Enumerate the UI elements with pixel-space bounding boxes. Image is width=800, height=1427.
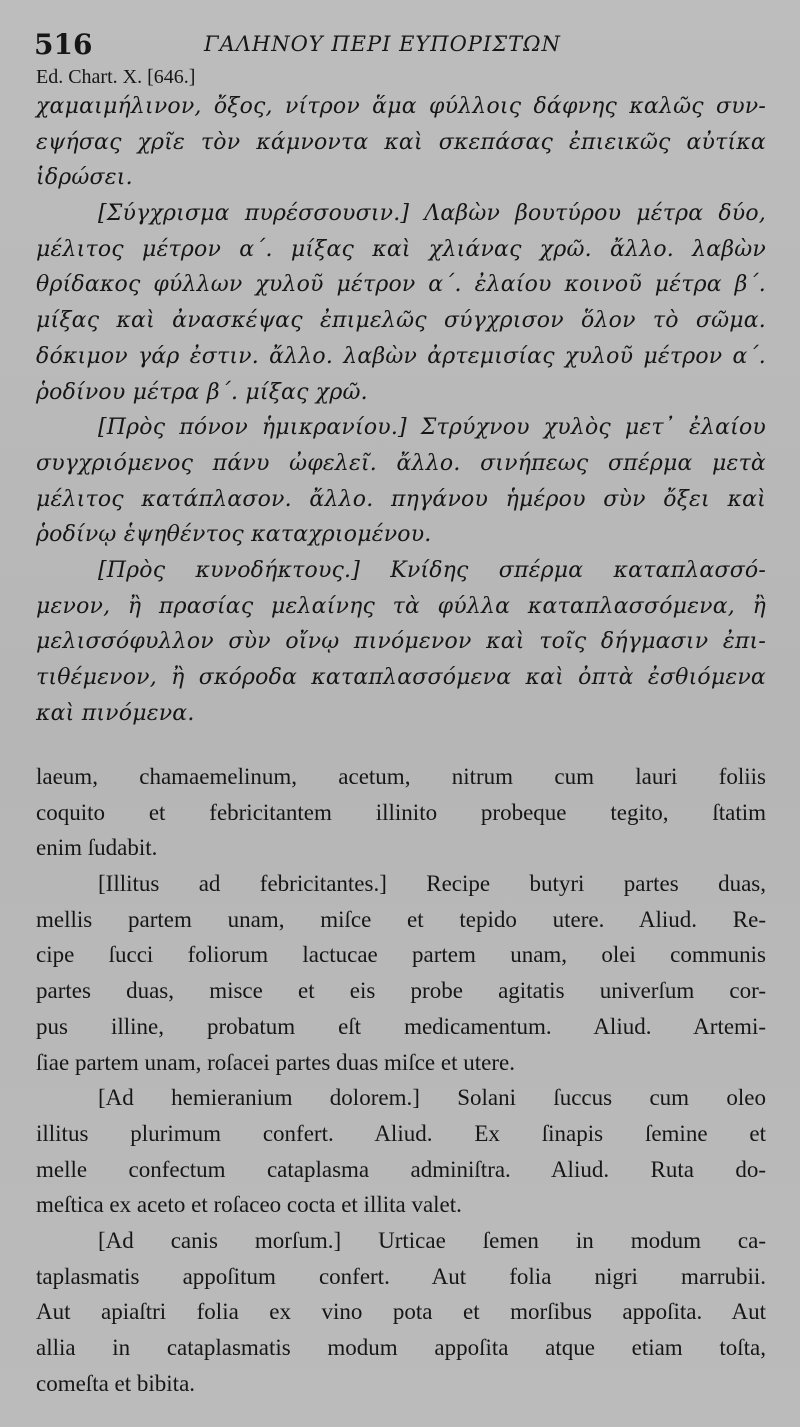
latin-line: ſiae partem unam, roſacei partes duas miſce et utere. (36, 1049, 515, 1075)
latin-line: [Ad canis morſum.] Urticae ſemen in modum ca- (98, 1227, 766, 1253)
greek-line: [Πρὸς πόνον ἡμικρανίου.] Στρύχνου χυλὸς μετ᾽ ἐλαίου (98, 415, 766, 441)
latin-line: laeum, chamaemelinum, acetum, nitrum cum lauri foliis (36, 764, 766, 789)
greek-line: ἱδρώσει. (36, 165, 133, 191)
greek-line: μέλιτος μέτρον α΄. μίξας καὶ χλιάνας χρῶ. ἄλλο. λαβὼν (36, 236, 766, 262)
greek-line: μέλιτος κατάπλασον. ἄλλο. πηγάνου ἡμέρου σὺν ὄξει καὶ (36, 486, 766, 512)
latin-line: allia in cataplasmatis modum appoſita atque etiam toſta, (36, 1335, 766, 1360)
greek-line: [Πρὸς κυνοδήκτους.] Κνίδης σπέρμα καταπλασσό- (98, 557, 766, 583)
greek-line: εψήσας χρῖε τὸν κάμνοντα καὶ σκεπάσας ἐπιεικῶς αὐτίκα (36, 129, 766, 155)
latin-line: melle confectum cataplasma adminiſtra. Aliud. Ruta do- (36, 1156, 766, 1182)
greek-line: ῥοδίνῳ ἑψηθέντος καταχριομένου. (36, 522, 432, 548)
greek-line: συγχριόμενος πάνυ ὠφελεῖ. ἄλλο. σινήπεως σπέρμα μετὰ (36, 450, 766, 476)
greek-text-block (36, 94, 766, 736)
greek-line: ῥοδίνου μέτρα β΄. μίξας χρῶ. (36, 379, 368, 405)
greek-line: τιθέμενον, ἢ σκόροδα καταπλασσόμενα καὶ ὀπτὰ ἐσθιόμενα (36, 665, 766, 690)
greek-line: δόκιμον γάρ ἐστιν. ἄλλο. λαβὼν ἀρτεμισίας χυλοῦ μέτρον α΄. (36, 343, 766, 369)
latin-line: enim ſudabit. (36, 835, 158, 861)
latin-line: cipe ſucci foliorum lactucae partem unam, olei communis (36, 942, 766, 968)
greek-line: [Σύγχρισμα πυρέσσουσιν.] Λαβὼν βουτύρου μέτρα δύο, (98, 201, 766, 227)
greek-line: μίξας καὶ ἀνασκέψας ἐπιμελῶς σύγχρισον ὅλον τὸ σῶμα. (36, 308, 766, 334)
latin-line: illitus plurimum confert. Aliud. Ex ſinapis ſemine et (36, 1120, 766, 1146)
edition-reference: Ed. Chart. X. [646.] (36, 66, 196, 88)
latin-line: meſtica ex aceto et roſaceo cocta et illita valet. (36, 1192, 462, 1218)
latin-text-block (36, 764, 766, 1406)
latin-line: coquito et febricitantem illinito probeque tegito, ſtatim (36, 799, 766, 825)
greek-line: θρίδακος φύλλων χυλοῦ μέτρον α΄. ἐλαίου κοινοῦ μέτρα β΄. (36, 272, 766, 298)
latin-line: Aut apiaſtri folia ex vino pota et morſibus appoſita. Aut (36, 1299, 766, 1325)
greek-line: μελισσόφυλλον σὺν οἴνῳ πινόμενον καὶ τοῖς δήγμασιν ἐπι- (36, 629, 766, 655)
latin-line: comeſta et bibita. (36, 1370, 196, 1396)
greek-line: χαμαιμήλινον, ὄξος, νίτρον ἅμα φύλλοις δάφνης καλῶς συν- (36, 94, 766, 119)
latin-line: partes duas, misce et eis probe agitatis univerſum cor- (36, 978, 766, 1004)
latin-line: pus illine, probatum eſt medicamentum. Aliud. Artemi- (36, 1013, 766, 1039)
latin-line: mellis partem unam, miſce et tepido utere. Aliud. Re- (36, 906, 766, 932)
page-number: 516 (34, 28, 93, 61)
page-header (34, 28, 774, 64)
latin-line: [Ad hemieranium dolorem.] Solani ſuccus cum oleo (98, 1085, 766, 1111)
latin-line: [Illitus ad febricitantes.] Recipe butyri partes duas, (98, 871, 766, 897)
latin-line: taplasmatis appoſitum confert. Aut folia nigri marrubii. (36, 1263, 766, 1289)
greek-line: μενον, ἢ πρασίας μελαίνης τὰ φύλλα καταπλασσόμενα, ἢ (36, 593, 766, 619)
running-title: ΓΑΛΗΝΟΥ ΠΕΡΙ ΕΥΠΟΡΙΣΤΩΝ (204, 32, 561, 56)
greek-line: καὶ πινόμενα. (36, 700, 195, 726)
